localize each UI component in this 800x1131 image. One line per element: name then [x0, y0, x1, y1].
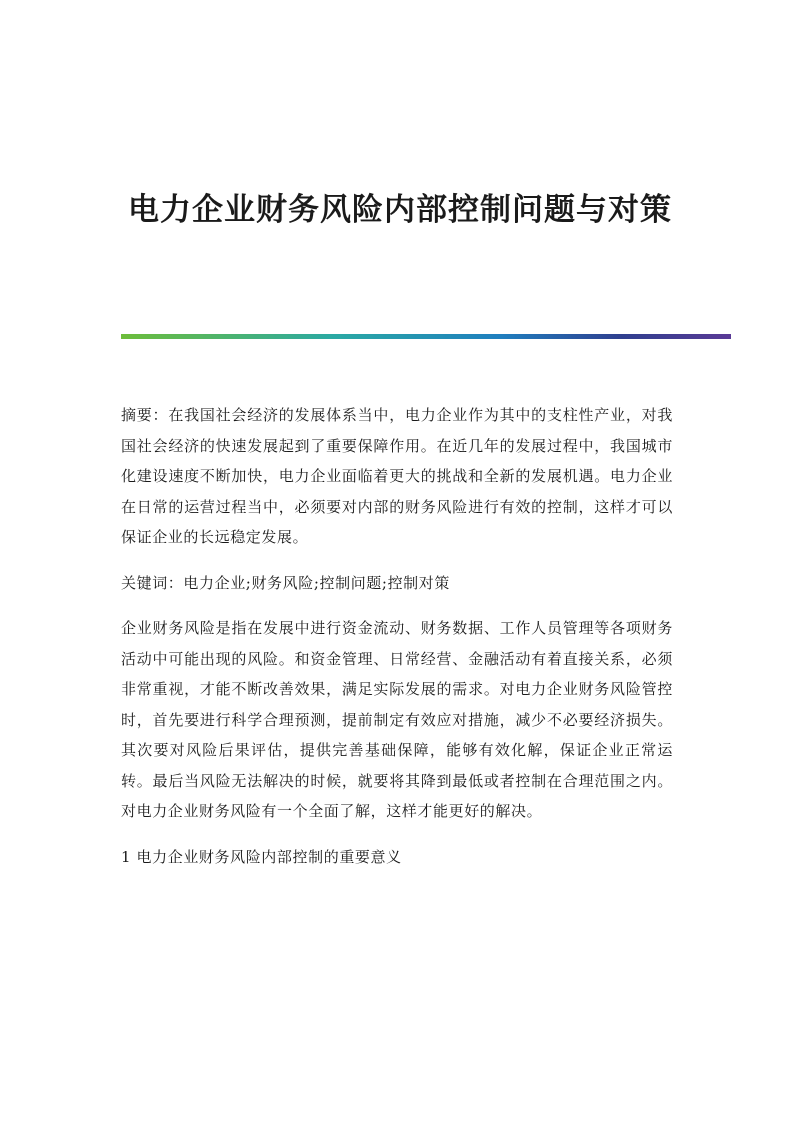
document-body [121, 400, 673, 887]
section-heading: 1 电力企业财务风险内部控制的重要意义 [121, 847, 402, 866]
intro-paragraph: 企业财务风险是指在发展中进行资金流动、财务数据、工作人员管理等各项财务活动中可能出现的风险。和资金管理、日常经营、金融活动有着直接关系，必须非常重视，才能不断改善效果，满足实际发展的需求。对电力企业财务风险管控时，首先要进行科学合理预测，提前制定有效应对措施，减少不必要经济损失。其次要对风险后果评估，提供完善基础保障，能够有效化解，保证企业正常运转。最后当风险无法解决的时候，就要将其降到最低或者控制在合理范围之内。对电力企业财务风险有一个全面了解，这样才能更好的解决。 [121, 619, 673, 820]
abstract-paragraph: 摘要：在我国社会经济的发展体系当中，电力企业作为其中的支柱性产业，对我国社会经济的快速发展起到了重要保障作用。在近几年的发展过程中，我国城市化建设速度不断加快，电力企业面临着更大的挑战和全新的发展机遇。电力企业在日常的运营过程当中，必须要对内部的财务风险进行有效的控制，这样才可以保证企业的长远稳定发展。 [121, 406, 673, 546]
document-title: 电力企业财务风险内部控制问题与对策 [128, 192, 672, 228]
title-divider [121, 334, 731, 339]
keywords-line: 关键词：电力企业;财务风险;控制问题;控制对策 [121, 573, 450, 592]
